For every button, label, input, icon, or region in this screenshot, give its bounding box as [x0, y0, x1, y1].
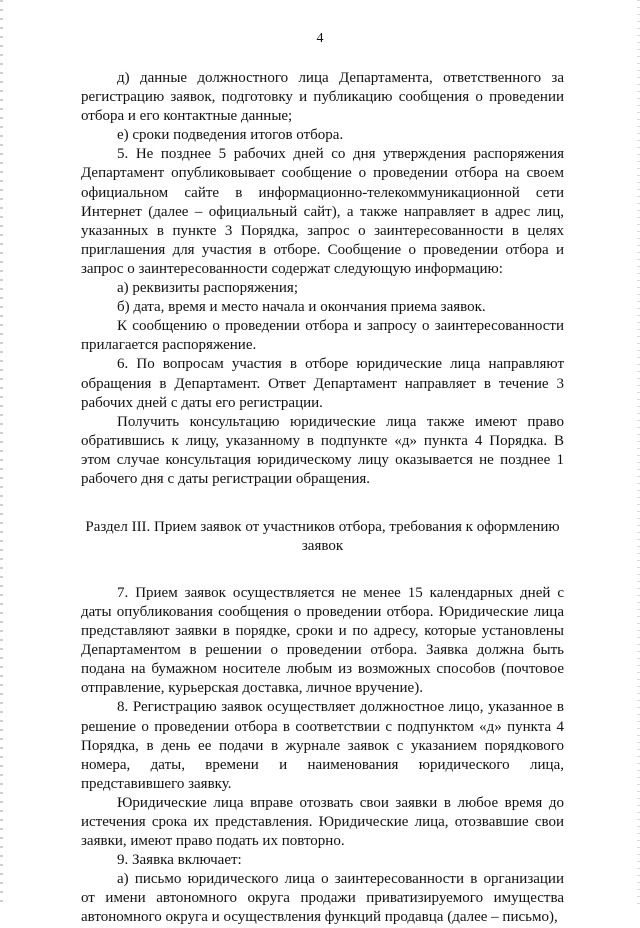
section-heading: Раздел III. Прием заявок от участников отбора, требования к оформлению заявок [85, 519, 560, 555]
scan-edge-left [0, 0, 3, 905]
paragraph-clause-5: 5. Не позднее 5 рабочих дней со дня утверждения распоряжения Департамент опубликовывает сообщение о проведении отбора на своем официальном сайте в информационно-телекоммуникационной сети Интернет (далее – официальный сайт), а также направляет в адрес лиц, указанных в пункте 3 Порядка, запрос о заинтересованности в целях приглашения для участия в отборе. Сообщение о проведении отбора и запрос о заинтересованности содержат следующую информацию: [81, 146, 564, 277]
paragraph-item-b: б) дата, время и место начала и окончания приема заявок. [117, 299, 486, 316]
paragraph-clause-6: 6. По вопросам участия в отборе юридические лица направляют обращения в Департамент. Ответ Департамент направляет в течение 3 рабочих дней с даты его регистрации. [81, 356, 564, 411]
paragraph-item-a: а) реквизиты распоряжения; [117, 280, 298, 297]
paragraph-clause-9-item-a: а) письмо юридического лица о заинтересованности в организации от имени автономного округа продажи приватизируемого имущества автономного округа и осуществления функций продавца (далее – письмо), [81, 871, 564, 926]
document-body [81, 69, 564, 928]
page-number: 4 [316, 31, 324, 46]
paragraph-consultation: Получить консультацию юридические лица также имеют право обратившись к лицу, указанному в подпункте «д» пункта 4 Порядка. В этом случае консультация юридическому лицу оказывается не позднее 1 рабочего дня с даты регистрации обращения. [81, 413, 564, 487]
paragraph-withdrawal: Юридические лица вправе отозвать свои заявки в любое время до истечения срока их представления. Юридические лица, отозвавшие свои заявки, имеют право подать их повторно. [81, 794, 564, 850]
paragraph-clause-7: 7. Прием заявок осуществляется не менее 15 календарных дней с даты опубликования сообщения о проведении отбора. Юридические лица представляют заявки в порядке, сроки и по адресу, которые установлены Департаментом в решении о проведении отбора. Заявка должна быть подана на бумажном носителе любым из возможных способов (почтовое отправление, курьерская доставка, личное вручение). [81, 584, 564, 697]
paragraph-item-d: д) данные должностного лица Департамента, ответственного за регистрацию заявок, подготовку и публикацию сообщения о проведении отбора и его контактные данные; [81, 70, 564, 125]
paragraph-item-e: е) сроки подведения итогов отбора. [117, 127, 344, 144]
paragraph-attachment-note: К сообщению о проведении отбора и запросу о заинтересованности прилагается распоряжение. [81, 318, 564, 354]
paragraph-clause-8: 8. Регистрацию заявок осуществляет должностное лицо, указанное в решение о проведении отбора в соответствии с подпунктом «д» пункта 4 Порядка, в день ее подачи в журнале заявок с указанием порядкового номера, даты, времени и наименования юридического лица, представившего заявку. [81, 699, 564, 792]
paragraph-clause-9: 9. Заявка включает: [117, 852, 242, 869]
